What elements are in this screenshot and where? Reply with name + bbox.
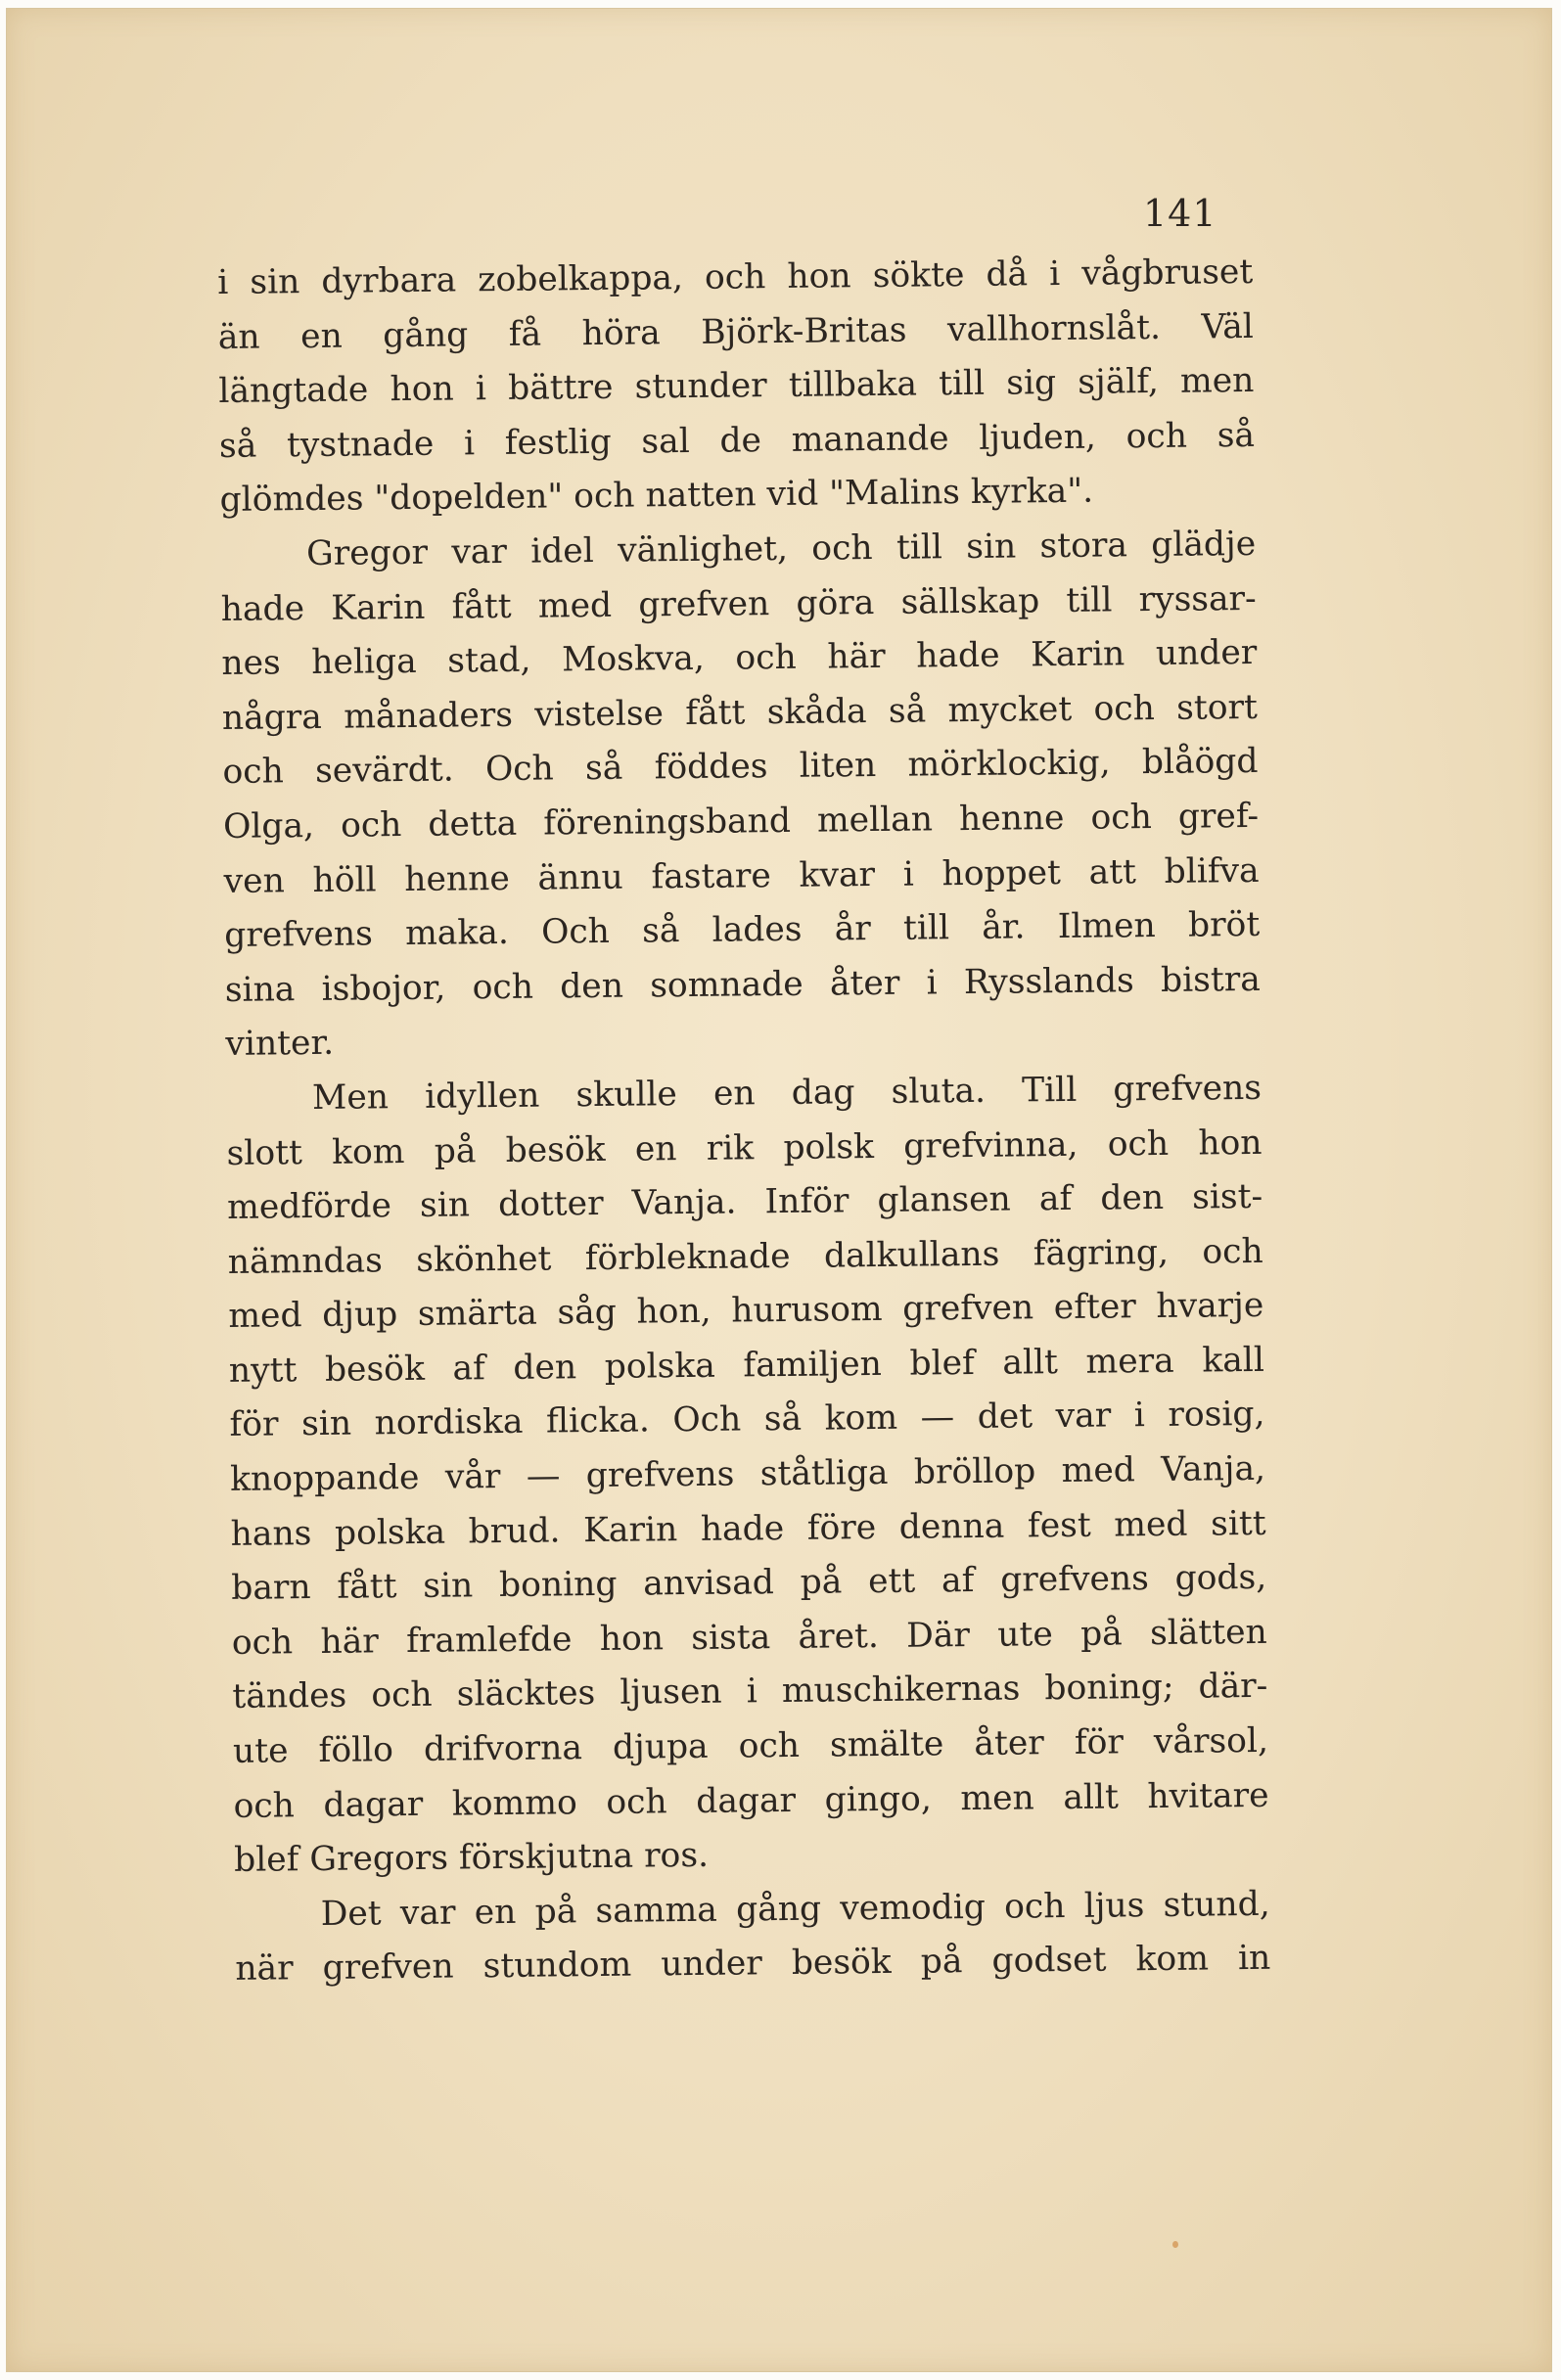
text-line: i sin dyrbara zobelkappa, och hon sökte då i vågbruset bbox=[217, 252, 1254, 302]
text-line: glömdes "dopelden" och natten vid "Malins kyrka". bbox=[219, 472, 1094, 521]
text-line: medförde sin dotter Vanja. Inför glansen af den sist- bbox=[226, 1176, 1263, 1228]
text-line: och här framlefde hon sista året. Där ute på slätten bbox=[231, 1612, 1267, 1663]
text-line: sina isbojor, och den somnade åter i Rysslands bistra bbox=[224, 959, 1262, 1010]
text-line: med djup smärta såg hon, hurusom grefven efter hvarje bbox=[228, 1286, 1264, 1337]
text-line: tändes och släcktes ljusen i muschikernas boning; där- bbox=[232, 1667, 1268, 1717]
text-line: så tystnade i festlig sal de manande ljuden, och så bbox=[218, 415, 1256, 466]
text-line: grefvens maka. Och så lades år till år. Ilmen bröt bbox=[224, 905, 1261, 956]
text-line: Men idyllen skulle en dag sluta. Till grefvens bbox=[311, 1068, 1263, 1118]
text-line: än en gång få höra Björk-Britas vallhornslåt. Väl bbox=[217, 306, 1255, 357]
text-line: hans polska brud. Karin hade före denna fest med sitt bbox=[230, 1503, 1266, 1554]
text-line: hade Karin fått med grefven göra sällskap till ryssar- bbox=[220, 578, 1257, 629]
text-line: nytt besök af den polska familjen blef allt mera kall bbox=[228, 1340, 1265, 1391]
text-line: vinter. bbox=[225, 1024, 335, 1065]
text-line: ute föllo drifvorna djupa och smälte åter för vårsol, bbox=[232, 1720, 1269, 1771]
text-line: Gregor var idel vänlighet, och till sin stora glädje bbox=[305, 524, 1257, 574]
text-line: ven höll henne ännu fastare kvar i hoppet att blifva bbox=[223, 850, 1260, 901]
text-line: för sin nordiska flicka. Och så kom — det var i rosig, bbox=[229, 1395, 1265, 1445]
text-line: några månaders vistelse fått skåda så mycket och stort bbox=[221, 687, 1259, 738]
body-text bbox=[217, 246, 1271, 1997]
text-line: när grefven stundom under besök på godset kom in bbox=[235, 1939, 1271, 1990]
text-line: och dagar kommo och dagar gingo, men allt hvitare bbox=[233, 1775, 1269, 1826]
paper-speck bbox=[1172, 2241, 1178, 2248]
text-line: nes heliga stad, Moskva, och här hade Karin under bbox=[221, 633, 1258, 684]
text-line: Olga, och detta föreningsband mellan henne och gref- bbox=[222, 796, 1260, 847]
text-line: barn fått sin boning anvisad på ett af grefvens gods, bbox=[231, 1558, 1267, 1609]
text-line: nämndas skönhet förbleknade dalkullans fägring, och bbox=[227, 1231, 1263, 1282]
page-number: 141 bbox=[1143, 192, 1217, 235]
text-line: längtade hon i bättre stunder tillbaka till sig själf, men bbox=[218, 361, 1255, 412]
text-line: blef Gregors förskjutna ros. bbox=[233, 1836, 710, 1881]
text-line: knoppande vår — grefvens ståtliga bröllop med Vanja, bbox=[229, 1448, 1266, 1499]
text-line: slott kom på besök en rik polsk grefvinna, och hon bbox=[226, 1122, 1263, 1173]
text-line: och sevärdt. Och så föddes liten mörklockig, blåögd bbox=[222, 742, 1259, 793]
text-line: Det var en på samma gång vemodig och ljus stund, bbox=[320, 1884, 1270, 1934]
